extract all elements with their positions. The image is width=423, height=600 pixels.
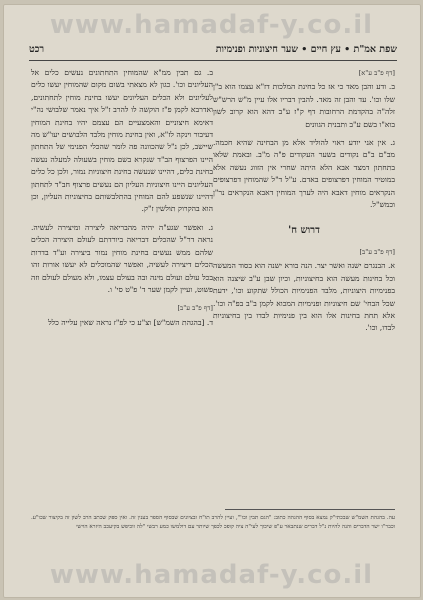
- page-number: רכט: [29, 44, 45, 55]
- paragraph: ב. ודע והבן מאד כי אז כל בחינת המלכות דז"א עצמו הוא ב"ן שלו וכו'. עד והבן זה מאד. להבין דבריו אלו עיין מ"ש הרש"ש זלה"ה בהקדמת הרחובות דף ק"ז ע"ב דהא הוא קרוב לשון בוא"ו בשם ע"ב ותבנית הגוונים: [213, 82, 395, 129]
- watermark-top: www.hamadaf-y.co.il: [49, 10, 374, 40]
- paragraph: ג. ואפשר שגע"ה יהיה מהבריאה ליצירה ומיצירה לעשיה. נראה דר"ל שהכלים דבריאה ביורדתם לעולם היצירה הכלים שלהם ממש נעשים בחינת מוחין נמור ביצירה וע"ד בדרות הכלים דיצירה לעשיה, ואפשר שהמוכלים לא יעשו אורות זהו בכל עולם ועולם מינה ובה בעולם עצמו, ולא מעולם לעולם וזה פשוט, ועיין לקמן שער ד' פ"ט סי' ו.: [31, 222, 213, 294]
- folio-marker: [דף פ"ב ע"א]: [358, 69, 395, 77]
- paragraph: ד. [בהגהת השמ"ש] וצ"ע כי לפ"ז נראה שאין עלייה כלל: [48, 317, 213, 327]
- folio-marker: [דף פ"ב ע"ב]: [359, 247, 395, 256]
- section-heading: דרוש ח': [288, 225, 320, 237]
- right-column: [213, 67, 395, 335]
- left-column: [31, 67, 213, 329]
- header-rule: [29, 60, 397, 61]
- footnote: עה. בהגהת השמ"ש שבכתי"ק נמצא בסוף ההגהה כתוב: "הגם תבין וכו'", ועיין להרב תו"ח ובציונים שבסוף הספר בענין זה. ואין ספק שכתב הרב לשון זה בקיצור שכו"ע. וכבר"ו ישר הדברים והנה להיות נ"ל דברים שנתבאר ע"פ שיכוך לעי"ה ציה קופכ לכפך שיותר עם דולמשו כמע רבשי "לה ווכיפש בקיעכב היזרא הוישי: [31, 515, 395, 530]
- running-header: [29, 44, 397, 58]
- paragraph: א. הבנגרם ישנה ואשר יצר. הנה בורא ישנה הוא בסוד המעשה וכל בחינות מעשה הוא בחיצוניות, וכיון שבן ע"ב שיצנה הוא בפנימיות היצוניות, מלבד הפנימיות הכולל שתקוע וכו', ידעת שכל הבחי' שם חיצוניות ופנימיות המכוא לקמן ב"ב בפ"ה וכו'. אלא תחת בחינות אלו הוא בין פנימיות לבדו בין בחיצוניות לבדו, וכו'.: [213, 261, 395, 333]
- footnote-rule: [225, 509, 395, 510]
- book-page: [3, 4, 421, 598]
- header-title: שפת אמ"ת • עץ חיים • שער חיצוניות ופנימיות: [215, 44, 397, 55]
- paragraph: ב. גם תבין ממ"א שהמוחין התחתונים נעשים כלים אל העליונים וכו'. כגון לא מצאתי בשום מקום שהמוחין יעשו כלים לעליונים ולא הכלים העליונים יעשו בחינת מוחין לתחתונים, ואדרבא לקמן פ"ז הוקשה לו להרב ז"ל איך נאמר שלבושי נה"י דאימא חיצוניים והאמצעיים הם עצמם יהיו בחינת המוחין דעיבור וינקה לז"א, ואין בחינת מוחין מלבד הלבושים יעו"ש מה שיישב, לכן נ"ל שהכוונה פה לומר שהכלי הפנימי של התחתון היינו הפרצוף הב"ד שנקרא בשם מוחין בשעולה למעלה נעשה בחינת כלים, דהיינו שנעשה בחינת חיצוניות נמור, ולכן כל כלים העליונים היינו חיצוניות העליון הם נעשים פרצוף חב"ד לתחתון דהיינו שנשפע להם המוחין בהתלבשותם בחיצוניות העליון, וכן הוא בהקרוק תולשין ז"ק.: [31, 68, 213, 214]
- watermark-bottom: www.hamadaf-y.co.il: [49, 560, 374, 590]
- folio-marker: [דף פ"ב ע"ב]: [177, 304, 213, 313]
- paragraph: ג. אין אני יודע ראוי להוליד אלא מן הבחינה שהיא חכמה. מב"ם ב"ם נקודים בשער העקודים פ"ה מ"ב. ובאמת שלאו בתחתון דמצד אבא הלא היתה שחרי אין הזווג נעשה אלא במוטיר המוחין דפרצופים באדם. ע"ל ד"ל שהמוחין דפרצופים הנקראים מוחין דאבא היה לערך המוחין דאבא הנקראים נר"ן וכמש"ל.: [213, 138, 395, 210]
